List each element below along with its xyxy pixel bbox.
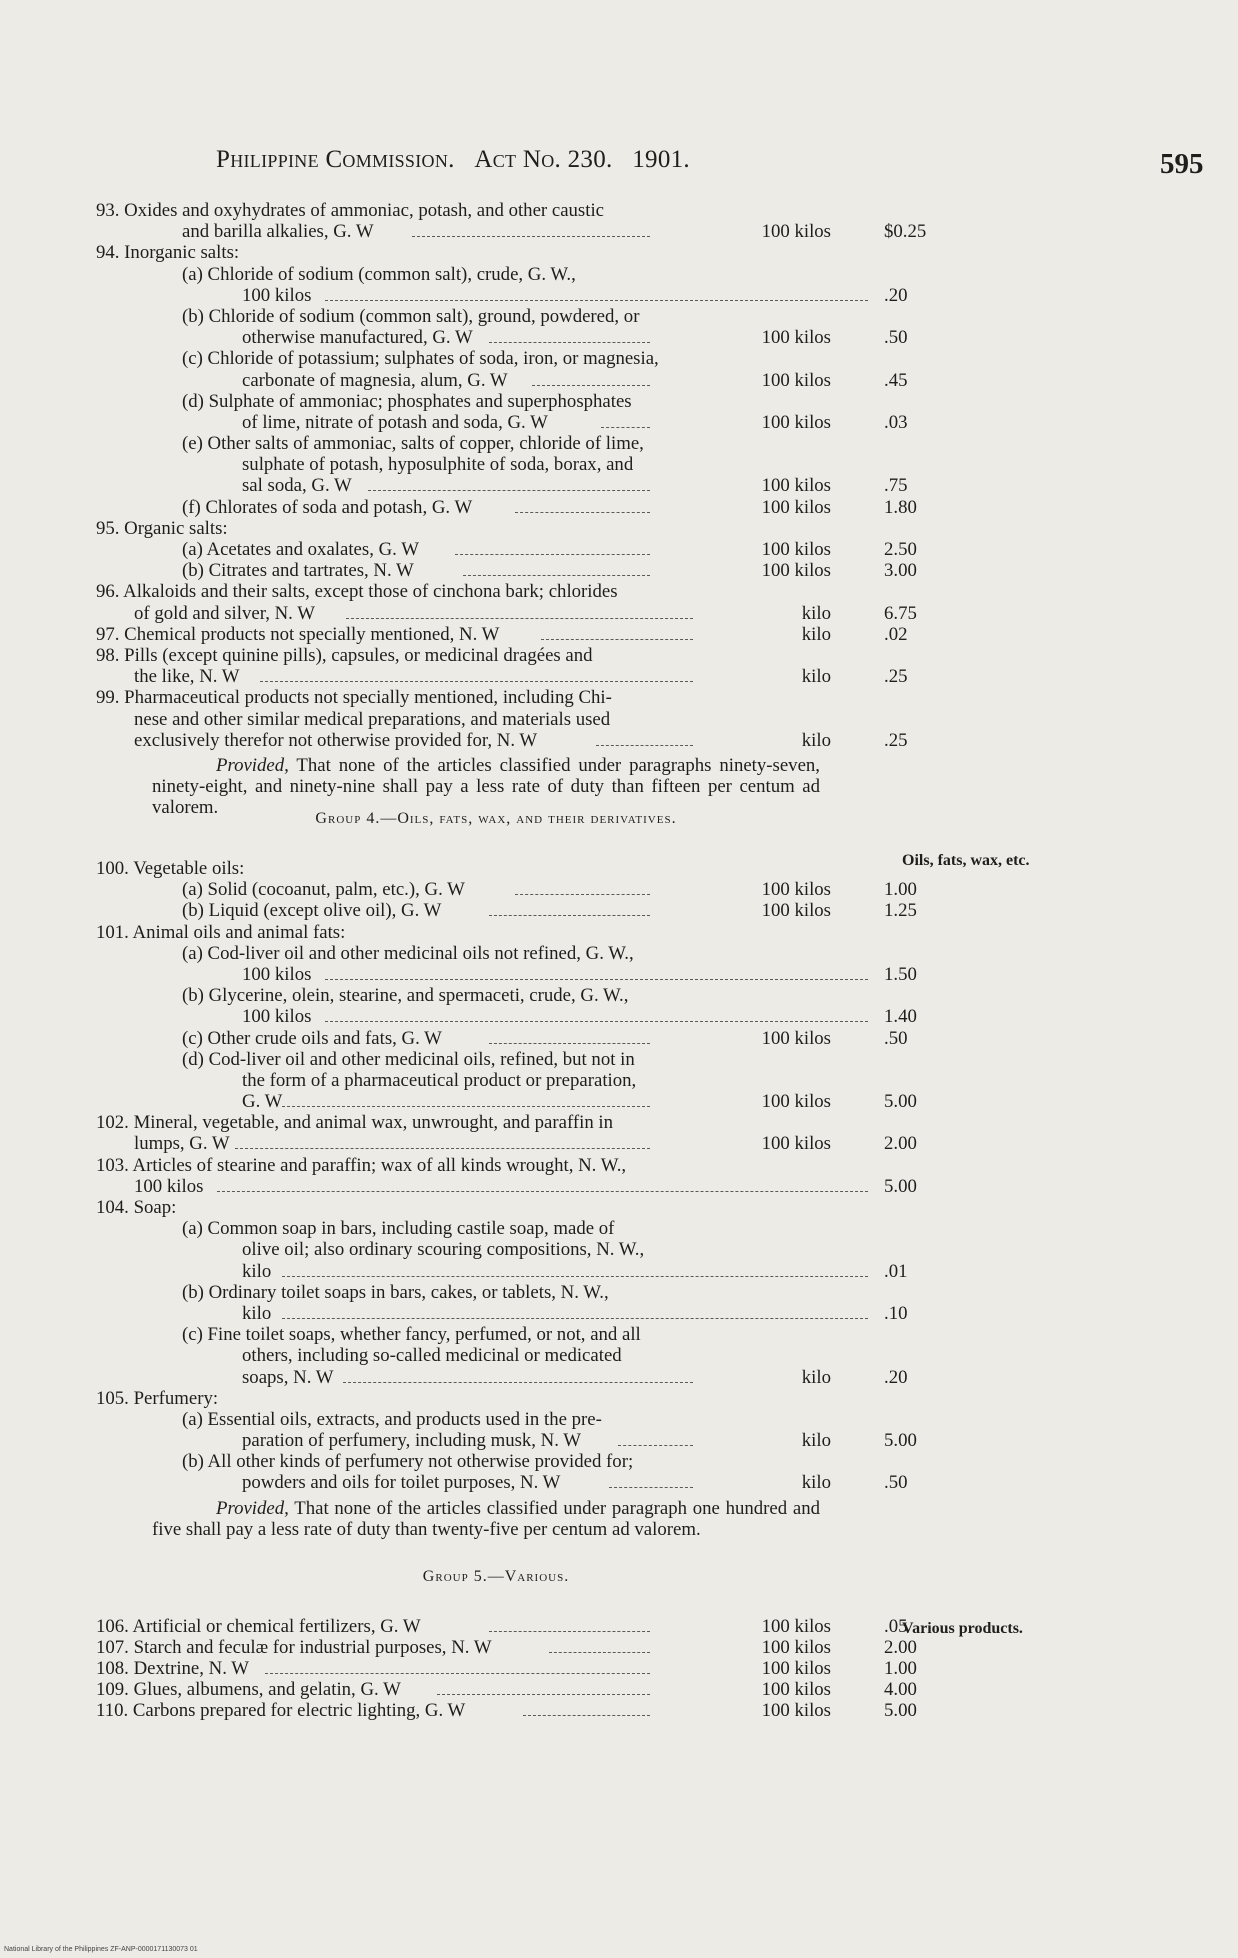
proviso-lead: Provided,	[216, 754, 289, 776]
line-unit: 100 kilos	[761, 369, 831, 391]
tariff-line	[96, 624, 976, 645]
tariff-line	[96, 370, 976, 391]
line-text: G. W	[242, 1091, 283, 1113]
line-rate: 1.25	[884, 900, 917, 922]
line-rate: 3.00	[884, 560, 917, 582]
line-unit: 100 kilos	[761, 1027, 831, 1049]
line-unit: 100 kilos	[761, 327, 831, 349]
line-text: 105. Perfumery:	[96, 1387, 219, 1409]
dot-leader	[609, 1472, 692, 1488]
line-text: 110. Carbons prepared for electric lighting, G. W	[96, 1700, 466, 1722]
line-text: (b) Glycerine, olein, stearine, and spermaceti, crude, G. W.,	[182, 985, 629, 1007]
tariff-line	[96, 858, 976, 879]
line-text: (f) Chlorates of soda and potash, G. W	[182, 496, 473, 518]
line-text: sal soda, G. W	[242, 475, 352, 497]
dot-leader	[523, 1700, 649, 1716]
line-unit: 100 kilos	[761, 539, 831, 560]
tariff-line	[96, 1197, 976, 1218]
dot-leader	[618, 1430, 693, 1446]
tariff-line	[96, 285, 976, 306]
dot-leader	[489, 900, 650, 916]
line-rate: .20	[884, 1366, 908, 1388]
line-unit: 100 kilos	[761, 1615, 831, 1637]
tariff-line	[96, 221, 976, 242]
tariff-section-chemicals	[96, 200, 976, 818]
line-text: 104. Soap:	[96, 1197, 177, 1218]
tariff-line	[96, 1451, 976, 1472]
tariff-line	[96, 1388, 976, 1409]
line-unit: 100 kilos	[761, 1091, 831, 1113]
tariff-section-oils	[96, 782, 976, 1722]
tariff-line	[96, 1218, 976, 1239]
line-text: lumps, G. W	[134, 1133, 230, 1155]
dot-leader	[455, 539, 650, 555]
tariff-line	[96, 1091, 976, 1112]
line-text: (a) Cod-liver oil and other medicinal oils not refined, G. W.,	[182, 942, 634, 964]
line-unit: 100 kilos	[761, 879, 831, 901]
line-text: soaps, N. W	[242, 1366, 334, 1388]
dot-leader	[549, 1637, 649, 1653]
line-rate: .10	[884, 1302, 908, 1324]
line-unit: kilo	[801, 602, 831, 624]
line-unit: 100 kilos	[761, 1679, 831, 1701]
line-rate: .75	[884, 475, 908, 497]
margin-note-various: Various products.	[902, 1620, 1023, 1637]
line-rate: .50	[884, 1472, 908, 1494]
dot-leader	[235, 1133, 650, 1149]
tariff-line	[96, 1239, 976, 1260]
dot-leader	[412, 221, 650, 237]
line-unit: 100 kilos	[761, 900, 831, 922]
line-text: 101. Animal oils and animal fats:	[96, 921, 346, 943]
line-rate: .45	[884, 369, 908, 391]
tariff-line	[96, 242, 976, 263]
tariff-line	[96, 666, 976, 687]
dot-leader	[532, 370, 650, 386]
line-text: exclusively therefor not otherwise provided for, N. W	[134, 729, 538, 751]
line-text: (b) Chloride of sodium (common salt), ground, powdered, or	[182, 305, 640, 327]
tariff-line	[96, 879, 976, 900]
tariff-line	[96, 1049, 976, 1070]
line-text: of lime, nitrate of potash and soda, G. W	[242, 411, 548, 433]
tariff-line	[96, 264, 976, 285]
dot-leader	[260, 666, 692, 682]
dot-leader	[596, 730, 693, 746]
line-rate: $0.25	[884, 221, 927, 243]
running-header	[216, 146, 690, 174]
line-text: 93. Oxides and oxyhydrates of ammoniac, potash, and other caustic	[96, 200, 605, 221]
tariff-line	[96, 497, 976, 518]
line-rate: .05	[884, 1615, 908, 1637]
tariff-line	[96, 539, 976, 560]
header-act: Act No. 230.	[474, 146, 613, 173]
dot-leader	[265, 1658, 649, 1674]
line-text: paration of perfumery, including musk, N. W	[242, 1430, 582, 1452]
line-rate: 1.00	[884, 1658, 917, 1679]
line-text: powders and oils for toilet purposes, N. W	[242, 1472, 561, 1494]
line-text: 107. Starch and feculæ for industrial purposes, N. W	[96, 1636, 492, 1658]
tariff-line	[96, 1112, 976, 1133]
tariff-line	[96, 1367, 976, 1388]
tariff-line	[96, 412, 976, 433]
margin-note-oils: Oils, fats, wax, etc.	[902, 852, 1030, 869]
proviso-text: That none of the articles classified under paragraphs ninety-seven, ninety-eight, and ninety-nine shall pay a less rate of duty than fifteen per centum ad valorem.	[152, 754, 820, 818]
page-number: 595	[1160, 148, 1204, 180]
proviso-lead: Provided,	[216, 1497, 289, 1519]
dot-leader	[346, 603, 692, 619]
line-text: 94. Inorganic salts:	[96, 242, 240, 264]
line-rate: .25	[884, 729, 908, 751]
line-unit: 100 kilos	[761, 496, 831, 518]
line-rate: 5.00	[884, 1430, 917, 1452]
tariff-line	[96, 1070, 976, 1091]
line-text: others, including so-called medicinal or medicated	[242, 1345, 622, 1367]
line-text: (a) Essential oils, extracts, and products used in the pre-	[182, 1408, 602, 1430]
dot-leader	[325, 285, 868, 301]
line-text: kilo	[242, 1302, 272, 1324]
tariff-line	[96, 200, 976, 221]
line-text: otherwise manufactured, G. W	[242, 327, 473, 349]
tariff-line	[96, 454, 976, 475]
footer-credit: National Library of the Philippines ZF-ANP-0000171130073 01	[4, 1946, 198, 1953]
line-rate: 6.75	[884, 602, 917, 624]
line-rate: 5.00	[884, 1091, 917, 1113]
dot-leader	[282, 1261, 868, 1277]
group-heading-4: Group 4.—Oils, fats, wax, and their derivatives.	[315, 810, 677, 827]
line-rate: .02	[884, 623, 908, 645]
line-text: (e) Other salts of ammoniac, salts of copper, chloride of lime,	[182, 433, 644, 455]
dot-leader	[282, 1091, 649, 1107]
line-rate: .03	[884, 411, 908, 433]
dot-leader	[368, 475, 649, 491]
tariff-line	[96, 709, 976, 730]
tariff-line	[96, 1324, 976, 1345]
tariff-line	[96, 1176, 976, 1197]
line-text: 100 kilos	[134, 1175, 204, 1197]
tariff-line	[96, 1303, 976, 1324]
tariff-line	[96, 391, 976, 412]
dot-leader	[489, 1616, 650, 1632]
line-text: (d) Cod-liver oil and other medicinal oils, refined, but not in	[182, 1048, 635, 1070]
line-rate: 5.00	[884, 1175, 917, 1197]
line-text: the form of a pharmaceutical product or preparation,	[242, 1069, 637, 1091]
dot-leader	[489, 1028, 650, 1044]
line-text: (c) Chloride of potassium; sulphates of soda, iron, or magnesia,	[182, 348, 659, 370]
tariff-line	[96, 1637, 976, 1658]
line-unit: kilo	[801, 1472, 831, 1494]
line-text: 106. Artificial or chemical fertilizers, G. W	[96, 1615, 421, 1637]
tariff-line	[96, 687, 976, 708]
dot-leader	[489, 327, 650, 343]
dot-leader	[325, 964, 868, 980]
line-text: (a) Solid (cocoanut, palm, etc.), G. W	[182, 879, 465, 901]
tariff-line	[96, 1282, 976, 1303]
tariff-line	[96, 581, 976, 602]
line-rate: .50	[884, 327, 908, 349]
line-rate: .50	[884, 1027, 908, 1049]
line-text: 100 kilos	[242, 963, 312, 985]
tariff-line	[96, 1472, 976, 1493]
line-unit: 100 kilos	[761, 475, 831, 497]
tariff-line	[96, 603, 976, 624]
line-text: the like, N. W	[134, 666, 240, 688]
tariff-line	[96, 348, 976, 369]
tariff-line	[96, 943, 976, 964]
line-text: (a) Acetates and oxalates, G. W	[182, 539, 419, 560]
line-text: kilo	[242, 1260, 272, 1282]
tariff-line	[96, 560, 976, 581]
line-text: (d) Sulphate of ammoniac; phosphates and superphosphates	[182, 390, 632, 412]
tariff-line	[96, 1430, 976, 1451]
tariff-line	[96, 518, 976, 539]
line-rate: 5.00	[884, 1700, 917, 1722]
line-text: 100. Vegetable oils:	[96, 858, 245, 879]
dot-leader	[601, 412, 650, 428]
line-text: (a) Chloride of sodium (common salt), crude, G. W.,	[182, 263, 576, 285]
line-text: 98. Pills (except quinine pills), capsules, or medicinal dragées and	[96, 644, 593, 666]
tariff-line	[96, 985, 976, 1006]
line-unit: kilo	[801, 623, 831, 645]
header-title: Philippine Commission.	[216, 146, 455, 173]
tariff-line	[96, 1345, 976, 1366]
line-text: olive oil; also ordinary scouring compositions, N. W.,	[242, 1239, 645, 1261]
line-rate: 4.00	[884, 1679, 917, 1701]
tariff-line	[96, 1155, 976, 1176]
dot-leader	[343, 1367, 693, 1383]
line-text: carbonate of magnesia, alum, G. W	[242, 369, 508, 391]
line-text: (b) Liquid (except olive oil), G. W	[182, 900, 442, 922]
line-text: 100 kilos	[242, 284, 312, 306]
line-text: and barilla alkalies, G. W	[182, 221, 374, 243]
dot-leader	[282, 1303, 868, 1319]
line-text: 109. Glues, albumens, and gelatin, G. W	[96, 1679, 401, 1701]
line-unit: 100 kilos	[761, 221, 831, 243]
line-rate: .20	[884, 284, 908, 306]
tariff-line	[96, 922, 976, 943]
line-unit: 100 kilos	[761, 1658, 831, 1679]
tariff-line	[96, 1679, 976, 1700]
line-text: 100 kilos	[242, 1006, 312, 1028]
line-text: 95. Organic salts:	[96, 517, 228, 539]
line-text: 103. Articles of stearine and paraffin; wax of all kinds wrought, N. W.,	[96, 1154, 627, 1176]
tariff-line	[96, 1658, 976, 1679]
tariff-line	[96, 433, 976, 454]
tariff-line	[96, 1006, 976, 1027]
line-text: 97. Chemical products not specially mentioned, N. W	[96, 623, 500, 645]
line-text: (a) Common soap in bars, including castile soap, made of	[182, 1218, 615, 1240]
dot-leader	[437, 1679, 649, 1695]
line-unit: kilo	[801, 666, 831, 688]
line-rate: 1.80	[884, 496, 917, 518]
proviso-text: That none of the articles classified under paragraph one hundred and five shall pay a less rate of duty than twenty-five per centum ad valorem.	[152, 1497, 820, 1540]
tariff-line	[96, 327, 976, 348]
proviso	[96, 1498, 820, 1540]
line-unit: 100 kilos	[761, 411, 831, 433]
line-text: (c) Fine toilet soaps, whether fancy, perfumed, or not, and all	[182, 1324, 641, 1346]
line-unit: 100 kilos	[761, 1636, 831, 1658]
line-text: 99. Pharmaceutical products not specially mentioned, including Chi-	[96, 687, 612, 709]
dot-leader	[515, 497, 650, 513]
line-text: (b) Citrates and tartrates, N. W	[182, 560, 414, 582]
dot-leader	[325, 1006, 868, 1022]
dot-leader	[217, 1176, 868, 1192]
dot-leader	[463, 560, 649, 576]
header-year: 1901.	[632, 146, 690, 173]
tariff-line	[96, 645, 976, 666]
line-rate: 1.40	[884, 1006, 917, 1028]
tariff-line	[96, 964, 976, 985]
tariff-line	[96, 306, 976, 327]
dot-leader	[515, 879, 650, 895]
line-rate: 2.00	[884, 1133, 917, 1155]
line-text: nese and other similar medical preparations, and materials used	[134, 708, 611, 730]
line-rate: .25	[884, 666, 908, 688]
tariff-line	[96, 475, 976, 496]
line-text: sulphate of potash, hyposulphite of soda, borax, and	[242, 454, 634, 476]
line-text: (b) Ordinary toilet soaps in bars, cakes, or tablets, N. W.,	[182, 1281, 609, 1303]
tariff-line	[96, 1133, 976, 1154]
tariff-line	[96, 1409, 976, 1430]
line-text: 96. Alkaloids and their salts, except those of cinchona bark; chlorides	[96, 581, 618, 603]
line-rate: 2.00	[884, 1636, 917, 1658]
line-text: (c) Other crude oils and fats, G. W	[182, 1027, 442, 1049]
line-text: 108. Dextrine, N. W	[96, 1658, 250, 1679]
tariff-line	[96, 1616, 976, 1637]
tariff-line	[96, 1261, 976, 1282]
line-rate: 1.00	[884, 879, 917, 901]
group-heading-5: Group 5.—Various.	[422, 1567, 570, 1585]
line-unit: 100 kilos	[761, 1133, 831, 1155]
line-unit: 100 kilos	[761, 1700, 831, 1722]
tariff-line	[96, 730, 976, 751]
line-unit: kilo	[801, 1430, 831, 1452]
line-rate: 1.50	[884, 963, 917, 985]
line-text: (b) All other kinds of perfumery not otherwise provided for;	[182, 1451, 634, 1473]
line-text: of gold and silver, N. W	[134, 602, 315, 624]
line-unit: 100 kilos	[761, 560, 831, 582]
tariff-line	[96, 900, 976, 921]
dot-leader	[541, 624, 693, 640]
tariff-line	[96, 1028, 976, 1049]
line-rate: .01	[884, 1260, 908, 1282]
line-text: 102. Mineral, vegetable, and animal wax, unwrought, and paraffin in	[96, 1112, 614, 1134]
tariff-line	[96, 1700, 976, 1721]
line-rate: 2.50	[884, 539, 917, 560]
line-unit: kilo	[801, 1366, 831, 1388]
line-unit: kilo	[801, 729, 831, 751]
